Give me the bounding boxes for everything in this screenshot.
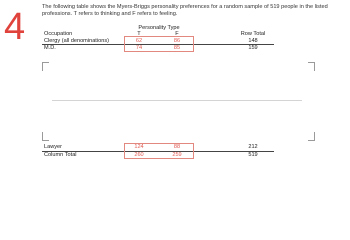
cell-total: 148 xyxy=(248,37,258,44)
crop-mark xyxy=(308,62,315,71)
cell-t: 74 xyxy=(135,45,143,51)
personality-table-top xyxy=(42,25,274,52)
cell-highlight-box xyxy=(124,143,194,159)
crop-mark xyxy=(308,132,315,141)
cell-total: 159 xyxy=(248,45,258,51)
cell-t: 62 xyxy=(135,37,143,44)
cell-total: 212 xyxy=(248,144,258,150)
cell-total: 519 xyxy=(248,151,258,158)
col-f-header: F xyxy=(175,31,179,37)
cell-highlight-box xyxy=(124,36,194,52)
personality-table-bottom xyxy=(42,144,274,158)
row-label: Column Total xyxy=(44,151,77,158)
row-label: Lawyer xyxy=(44,144,63,150)
cell-t: 124 xyxy=(134,144,144,150)
row-total-header: Row Total xyxy=(240,31,266,37)
cell-f: 259 xyxy=(172,151,182,158)
crop-mark xyxy=(42,62,49,71)
personality-type-header: Personality Type xyxy=(138,25,180,31)
cell-t: 260 xyxy=(134,151,144,158)
crop-mark xyxy=(42,132,49,141)
occupation-header: Occupation xyxy=(44,31,73,37)
cell-f: 88 xyxy=(173,144,181,150)
row-label: M.D. xyxy=(44,45,56,51)
cell-f: 85 xyxy=(173,45,181,51)
problem-intro: The following table shows the Myers-Briggs personality preferences for a random sample of 519 people in the listed professions. T refers to thinking and F refers to feeling. xyxy=(42,4,328,18)
divider xyxy=(52,100,302,101)
row-label: Clergy (all denominations) xyxy=(44,37,109,44)
cell-f: 86 xyxy=(173,37,181,44)
col-t-header: T xyxy=(137,31,141,37)
problem-number: 4 xyxy=(4,6,26,48)
